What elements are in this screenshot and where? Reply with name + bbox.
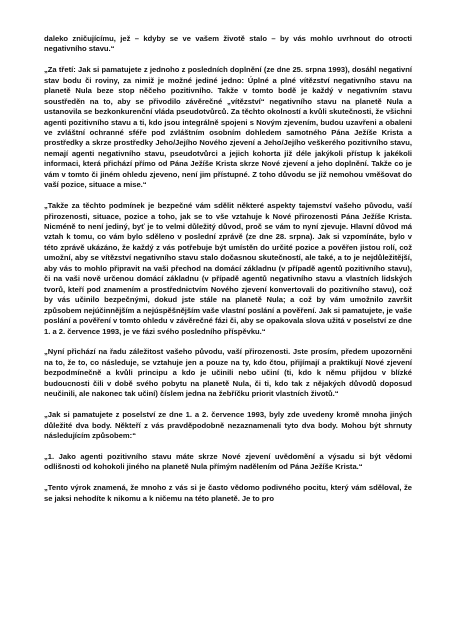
paragraph-2: „Za třetí: Jak si pamatujete z jednoho z posledních doplnění (ze dne 25. srpna 1993), dosáhl negativní stav bodu či roviny, za nimiž je možné jediné jedno: Úplné a plné vítězství negativního stavu na planetě Nula beze stop něčeho pozitivního. Takže v tomto bodě je každý v negativním stavu soustředěn na to, aby se přivodilo závěrečné „vítězství“ negativního stavu na planetě Nula a ustanovila se bezkonkurenční vláda pseudotvůrců. Za těchto okolností a kvůli skutečnosti, že všichni agenti pozitivního stavu a ti, kdo jsou integrálně spojeni s Novým zjevením, budou uzavřeni a obaleni ve zvláštní ochranné sféře pod zvláštním osobním dohledem samotného Pána Ježíše Krista a prostředky a skrze prostředky Jeho/Jejího Nového zjevení a Jeho/Jejího veškerého pozitivního stavu, nemají agenti negativního stavu, pseudotvůrci a jejich kohorta již déle jakýkoli přístup k jakékoli informaci, která přichází přímo od Pána Ježíše Krista skrze Nové zjevení a jeho doplnění. Takže co je vám v tomto či jiném ohledu zjeveno, není jim přístupné. Z toho důvodu se již nemohou vměšovat do vaší pozice, situace a mise.“ xyxy=(44,65,412,190)
paragraph-7: „Tento výrok znamená, že mnoho z vás si je často vědomo podivného pocitu, který vám sděloval, že se jaksi nehodíte k nikomu a k ničemu na této planetě. Je to pro xyxy=(44,483,412,503)
paragraph-6: „1. Jako agenti pozitivního stavu máte skrze Nové zjevení uvědomění a výsadu si být vědomi odlišnosti od kohokoli jiného na planetě Nula přímým nadělením od Pána Ježíše Krista.“ xyxy=(44,451,412,472)
paragraph-5: „Jak si pamatujete z poselství ze dne 1. a 2. července 1993, byly zde uvedeny kromě mnoha jiných důležité dva body. Někteří z vás pravděpodobně nezaznamenali tyto dva body. Mohou být shrnuty následujícím způsobem:“ xyxy=(44,410,412,440)
paragraph-3: „Takže za těchto podmínek je bezpečné vám sdělit některé aspekty tajemství vašeho původu, vaší přirozenosti, situace, pozice a toho, jak se to vše vztahuje k Nové přirozenosti Pána Ježíše Krista. Nicméně to není jediný, byť je to velmi důležitý důvod, proč se vám to nyní zjevuje. Hlavní důvod má vztah k tomu, co vám bylo sděleno v poslední zprávě (ze dne 28. srpna). Jak si vzpomínáte, bylo v této zprávě ukázáno, že každý z vás potřebuje být umístěn do určité pozice a pověřen jistou rolí, což umožní, aby se vítězství negativního stavu stalo dočasnou skutečností, ale také, a to je nejdůležitější, aby vás to mohlo připravit na vaši přechod na domácí základnu (v případě agentů pozitivního stavu), či na vaši nově určenou domácí základnu (v případě agentů negativního stavu a vlastních lidských tvorů, kteří pod znamením a prostřednictvím Nového zjevení konvertovali do pozitivního stavu), což by vás učinilo bezpečnými, dokud jste stále na planetě Nula; a což by vám umožnilo završit způsobem nejúčinnějším a nejúspěšnějším vaše vlastní poslání a pověření. Jak si pamatujete, je vaše poslání a pověření v tomto ohledu v závěrečné fázi či, aby se opakovala slova užitá v poselství ze dne 1. a 2. července 1993, je ve fázi svého posledního příspěvku.“ xyxy=(44,201,412,336)
paragraph-1: dalekо zničujícímu, jež – kdyby se ve vašem životě stalo – by vás mohlo uvrhnout do otrocti negativního stavu.“ xyxy=(44,34,412,54)
paragraph-4: „Nyní přichází na řadu záležitost vašeho původu, vaší přirozenosti. Jste prosím, předem upozorněni na to, že to, co následuje, se vztahuje jen a pouze na ty, kdo čtou, přijímají a praktikují Nové zjevení bezpodmínečně a kvůli principu a kdo je učinili nebo učiní (ti, kdo k němu přijdou v blízké budoucnosti čili v době svého pobytu na planetě Nula, či ti, kdo tak z nějakých důvodů doposud neučinili, ale nakonec tak učiní) číslem jedna na žebříčku priorit vlastních životů.“ xyxy=(44,347,412,399)
